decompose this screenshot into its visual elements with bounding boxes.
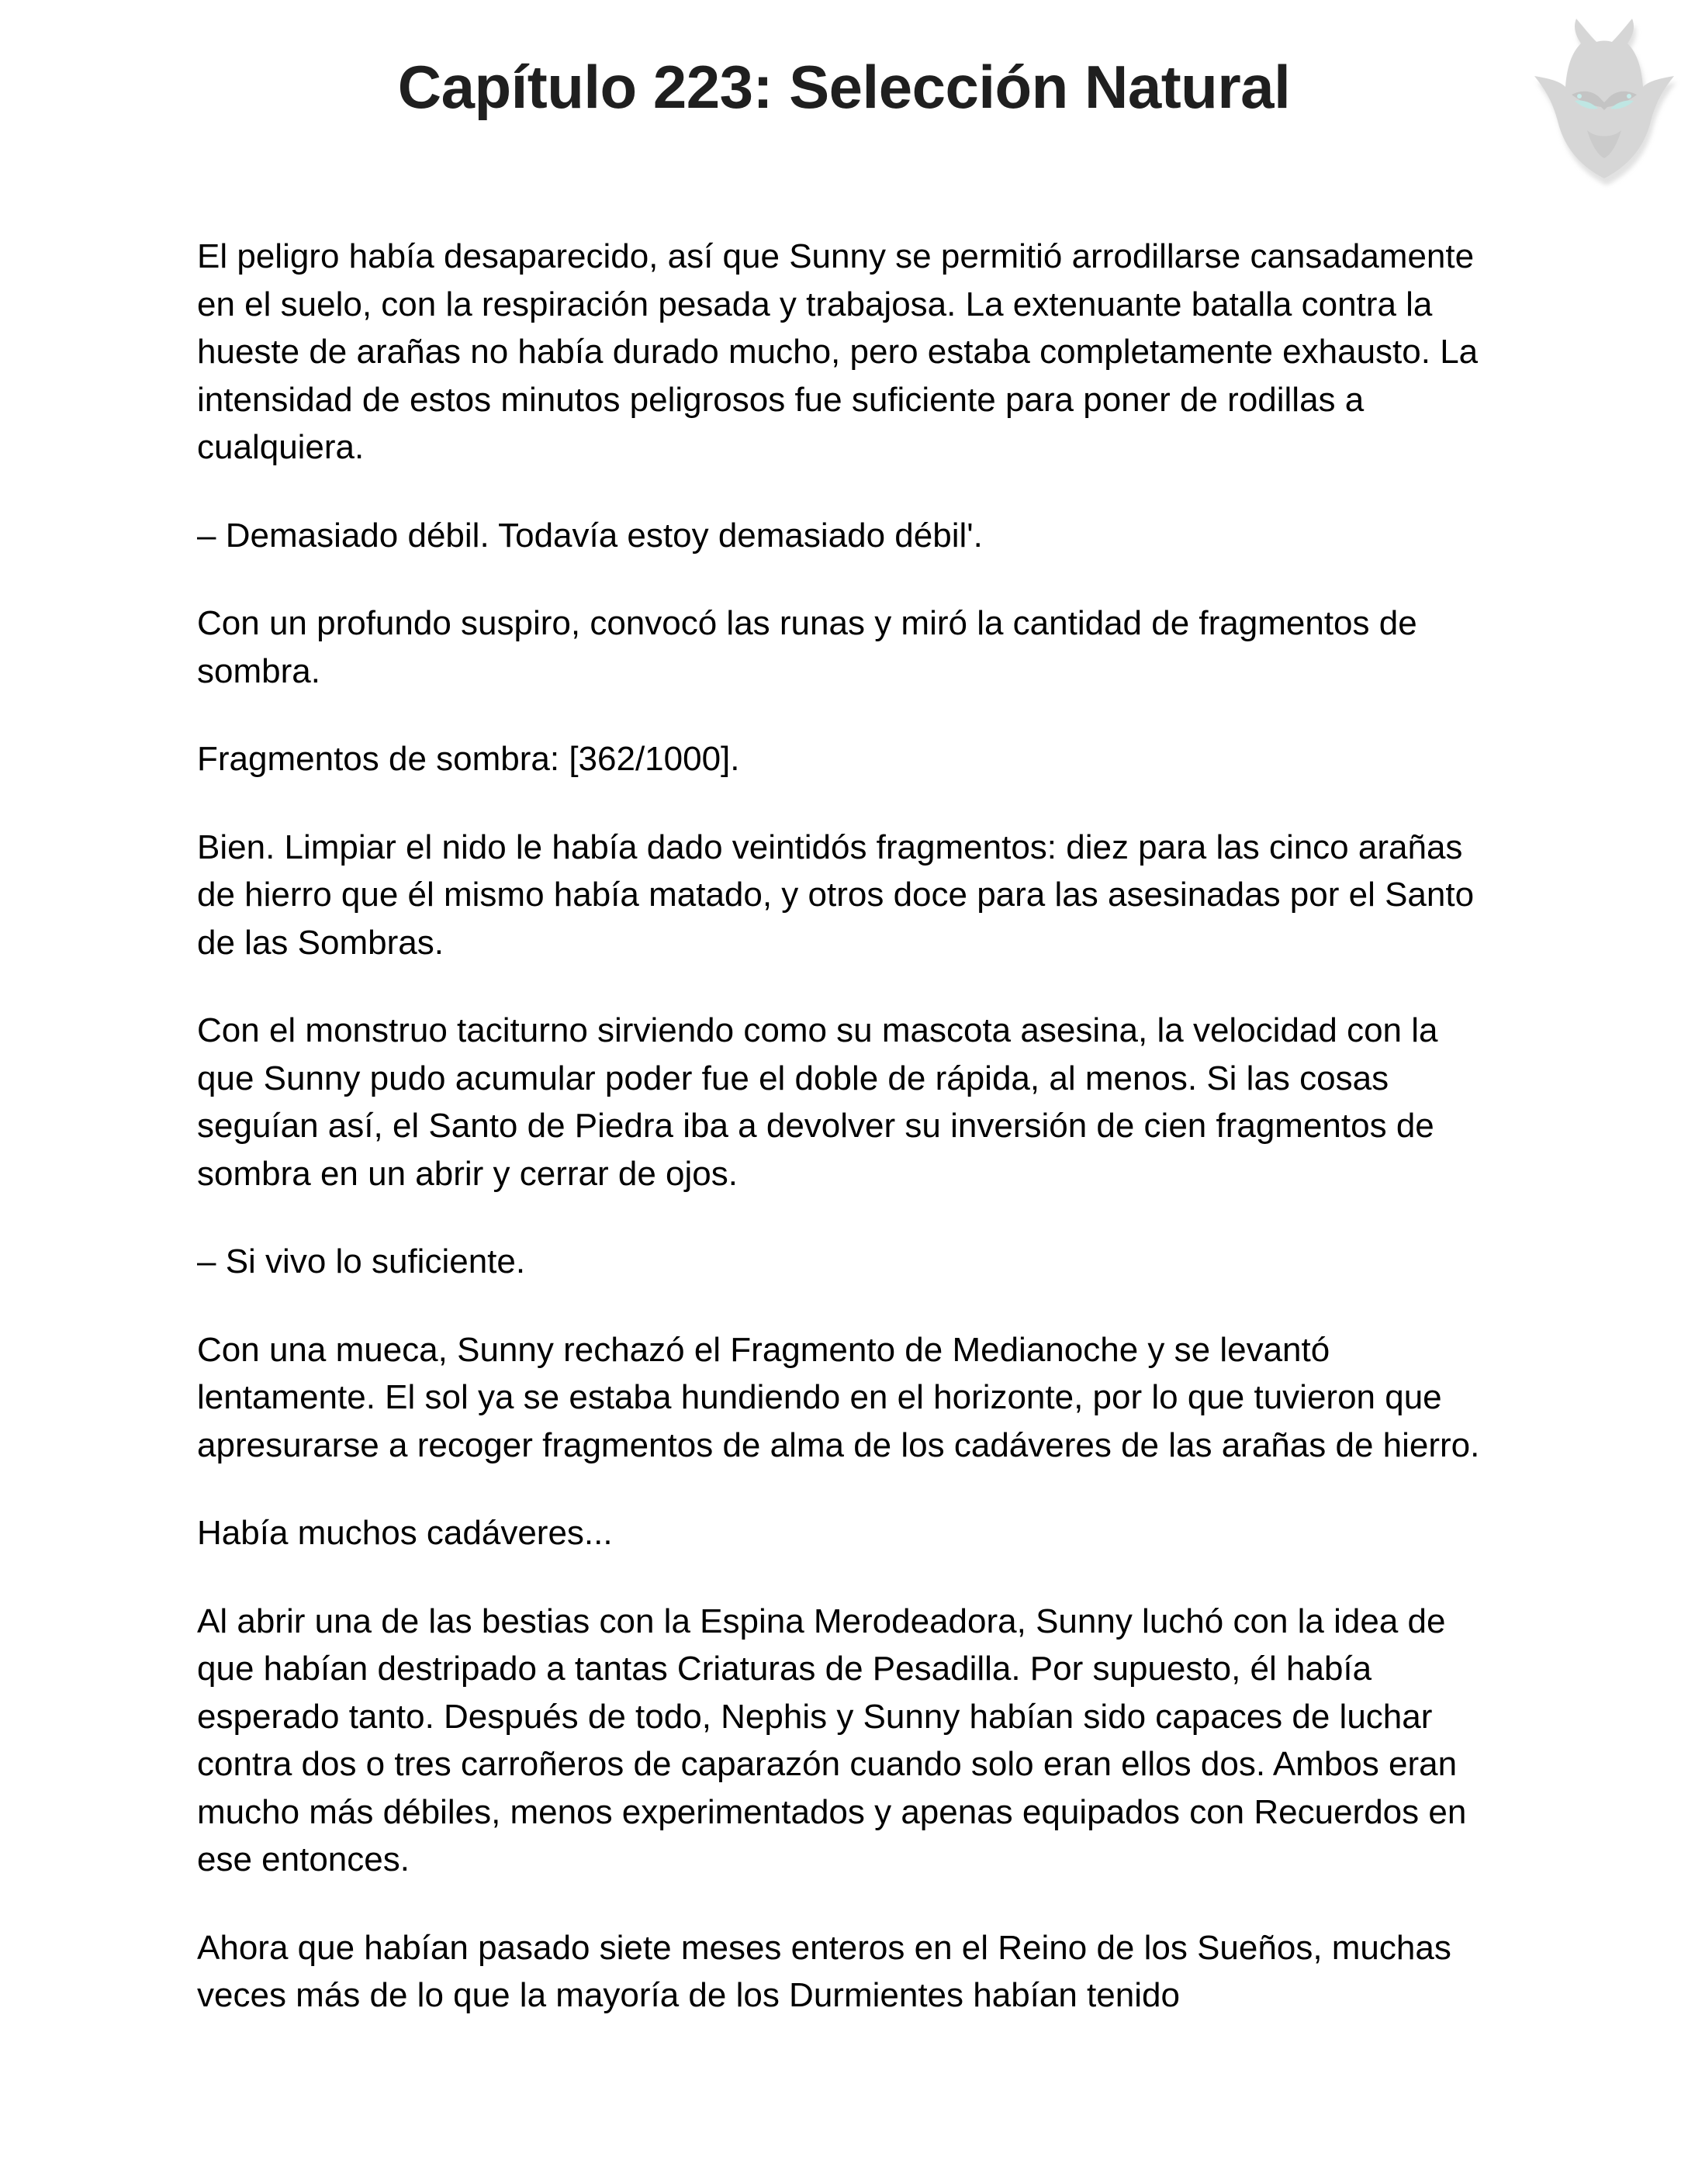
paragraph: El peligro había desaparecido, así que Sunny se permitió arrodillarse cansadamente en el suelo, con la respiración pesada y trabajosa. La extenuante batalla contra la hueste de arañas no había durado mucho, pero estaba completamente exhausto. La intensidad de estos minutos peligrosos fue suficiente para poner de rodillas a cualquiera. xyxy=(197,237,1479,466)
paragraph: Fragmentos de sombra: [362/1000]. xyxy=(197,740,740,778)
paragraph: – Si vivo lo suficiente. xyxy=(197,1242,526,1280)
paragraph: Había muchos cadáveres... xyxy=(197,1514,613,1552)
paragraph: Con un profundo suspiro, convocó las runas y miró la cantidad de fragmentos de sombra. xyxy=(197,604,1417,690)
paragraph: Bien. Limpiar el nido le había dado veintidós fragmentos: diez para las cinco arañas de hierro que él mismo había matado, y otros doce para las asesinadas por el Santo de las Sombras. xyxy=(197,828,1475,962)
paragraph: Con una mueca, Sunny rechazó el Fragmento de Medianoche y se levantó lentamente. El sol ya se estaba hundiendo en el horizonte, por lo que tuvieron que apresurarse a recoger fragmentos de alma de los cadáveres de las arañas de hierro. xyxy=(197,1330,1480,1464)
paragraph: Con el monstruo taciturno sirviendo como su mascota asesina, la velocidad con la que Sunny pudo acumular poder fue el doble de rápida, al menos. Si las cosas seguían así, el Santo de Piedra iba a devolver su inversión de cien fragmentos de sombra en un abrir y cerrar de ojos. xyxy=(197,1011,1438,1193)
paragraph: – Demasiado débil. Todavía estoy demasiado débil'. xyxy=(197,516,983,555)
paragraph: Ahora que habían pasado siete meses enteros en el Reino de los Sueños, muchas veces más de lo que la mayoría de los Durmientes habían tenido xyxy=(197,1928,1451,2014)
paragraph: Al abrir una de las bestias con la Espina Merodeadora, Sunny luchó con la idea de que habían destripado a tantas Criaturas de Pesadilla. Por supuesto, él había esperado tanto. Después de todo, Nephis y Sunny habían sido capaces de luchar contra dos o tres carroñeros de caparazón cuando solo eran ellos dos. Ambos eran mucho más débiles, menos experimentados y apenas equipados con Recuerdos en ese entonces. xyxy=(197,1602,1467,1878)
demon-head-icon xyxy=(1527,14,1682,192)
chapter-body xyxy=(197,233,1485,2060)
chapter-title: Capítulo 223: Selección Natural xyxy=(397,53,1291,121)
